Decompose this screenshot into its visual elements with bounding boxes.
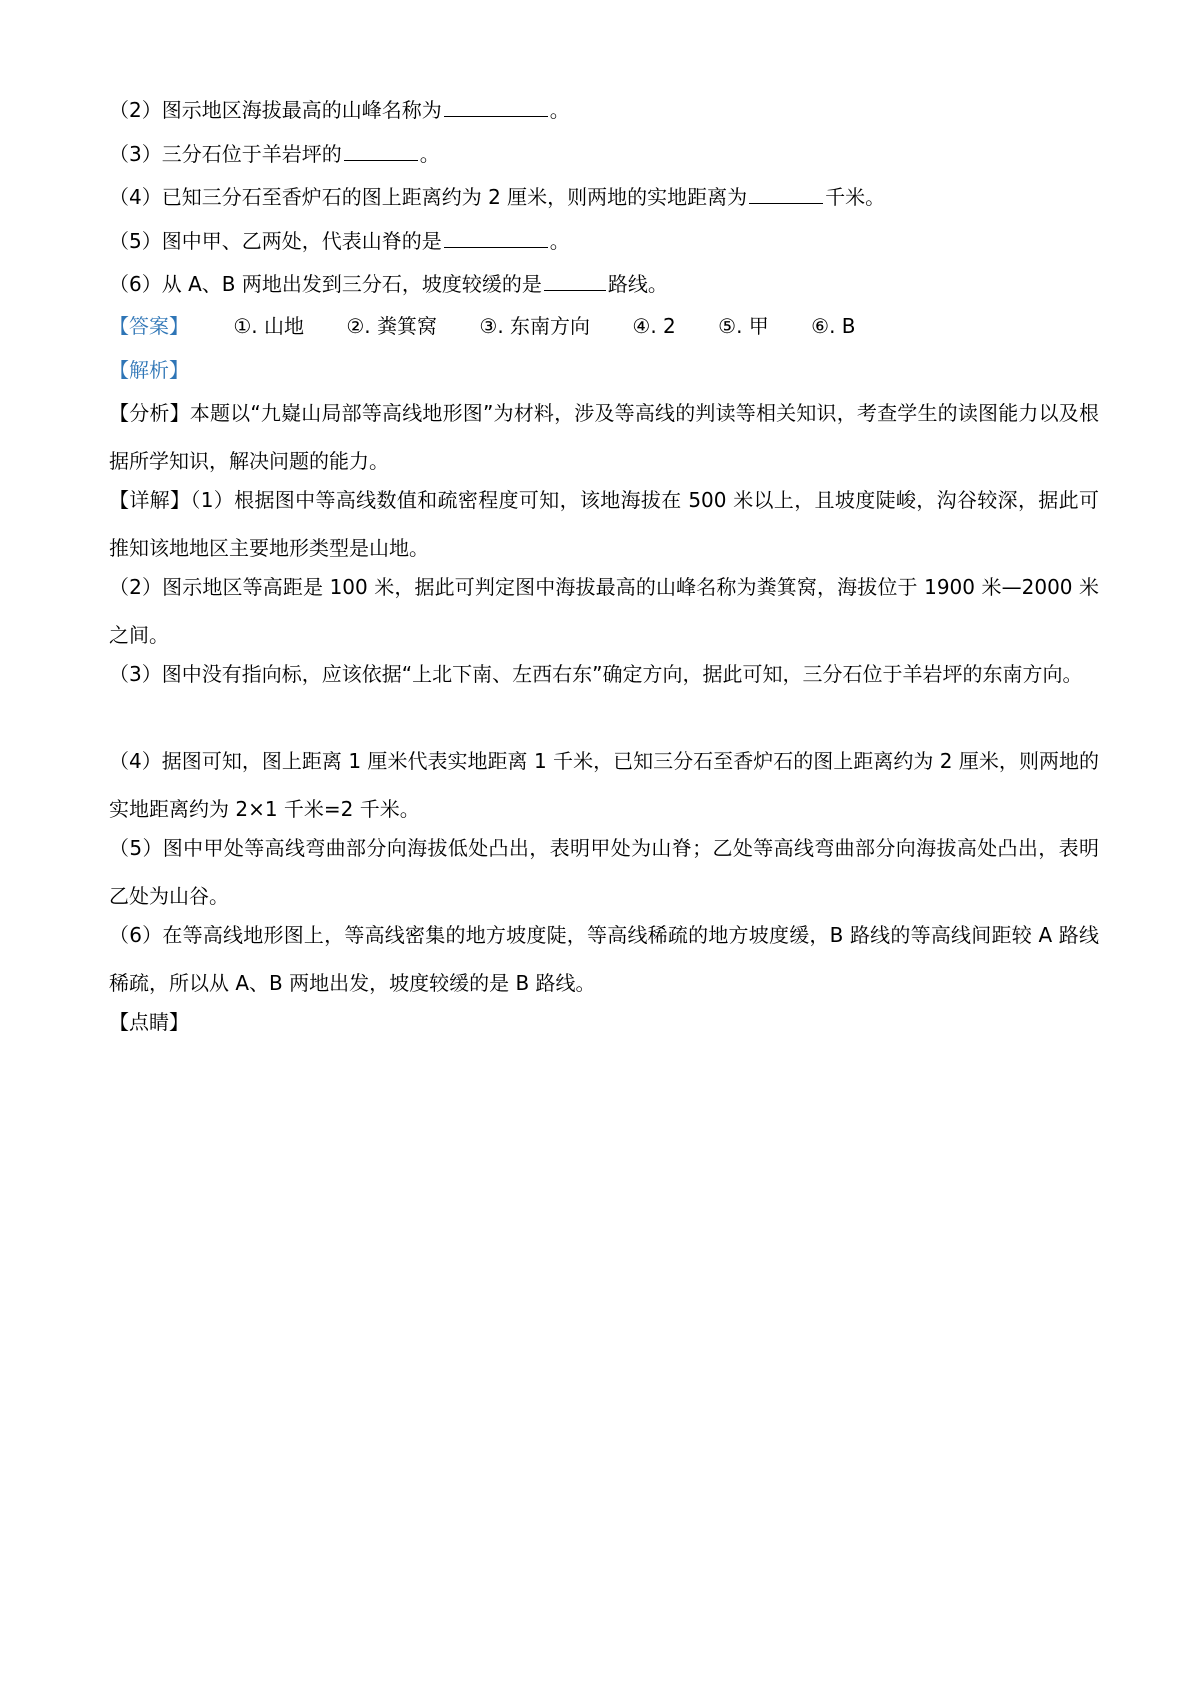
answer-tag: 【答案】 — [109, 314, 189, 338]
question-text: （3）三分石位于羊岩坪的 — [109, 142, 342, 166]
detail-paragraph-1: 【详解】（1）根据图中等高线数值和疏密程度可知，该地海拔在 500 米以上，且坡度陡峻，沟谷较深，据此可推知该地地区主要地形类型是山地。 — [109, 488, 1099, 560]
answer-item: ④. 2 — [632, 314, 676, 338]
question-suffix: 千米。 — [825, 185, 886, 209]
question-text: （2）图示地区海拔最高的山峰名称为 — [109, 98, 442, 122]
question-text: （4）已知三分石至香炉石的图上距离约为 2 厘米，则两地的实地距离为 — [109, 185, 748, 209]
question-suffix: 。 — [419, 142, 440, 166]
question-suffix: 。 — [549, 98, 570, 122]
comment-heading: 【点睛】 — [109, 1010, 189, 1034]
detail-paragraph-5: （5）图中甲处等高线弯曲部分向海拔低处凸出，表明甲处为山脊；乙处等高线弯曲部分向海拔高处凸出，表明乙处为山谷。 — [109, 836, 1099, 908]
question-5 — [109, 227, 570, 254]
question-suffix: 。 — [549, 229, 570, 253]
question-suffix: 路线。 — [607, 272, 668, 296]
answer-line — [109, 313, 856, 339]
answer-item: ⑥. B — [811, 314, 856, 338]
detail-paragraph-4: （4）据图可知，图上距离 1 厘米代表实地距离 1 千米，已知三分石至香炉石的图上距离约为 2 厘米，则两地的实地距离约为 2×1 千米=2 千米。 — [109, 749, 1099, 821]
analysis-paragraph: 【分析】本题以“九嶷山局部等高线地形图”为材料，涉及等高线的判读等相关知识，考查学生的读图能力以及根据所学知识，解决问题的能力。 — [109, 401, 1099, 473]
question-2 — [109, 96, 570, 123]
answer-blank — [344, 140, 418, 161]
detail-paragraph-3: （3）图中没有指向标，应该依据“上北下南、左西右东”确定方向，据此可知，三分石位于羊岩坪的东南方向。 — [109, 662, 1083, 686]
question-3 — [109, 140, 440, 167]
answer-item: ③. 东南方向 — [479, 314, 591, 338]
answer-blank — [544, 270, 606, 291]
analysis-tag: 【解析】 — [109, 358, 189, 382]
answer-item: ②. 粪箕窝 — [346, 314, 438, 338]
detail-paragraph-6: （6）在等高线地形图上，等高线密集的地方坡度陡，等高线稀疏的地方坡度缓，B 路线的等高线间距较 A 路线稀疏，所以从 A、B 两地出发，坡度较缓的是 B 路线。 — [109, 923, 1099, 995]
answer-blank — [749, 183, 823, 204]
detail-paragraph-2: （2）图示地区等高距是 100 米，据此可判定图中海拔最高的山峰名称为粪箕窝，海拔位于 1900 米—2000 米之间。 — [109, 575, 1099, 647]
analysis-heading — [109, 357, 189, 383]
question-4 — [109, 183, 885, 210]
answer-item: ①. 山地 — [233, 314, 305, 338]
question-text: （5）图中甲、乙两处，代表山脊的是 — [109, 229, 442, 253]
answer-item: ⑤. 甲 — [718, 314, 769, 338]
answer-blank — [444, 96, 548, 117]
answer-blank — [444, 227, 548, 248]
question-text: （6）从 A、B 两地出发到三分石，坡度较缓的是 — [109, 272, 542, 296]
question-6 — [109, 270, 668, 297]
